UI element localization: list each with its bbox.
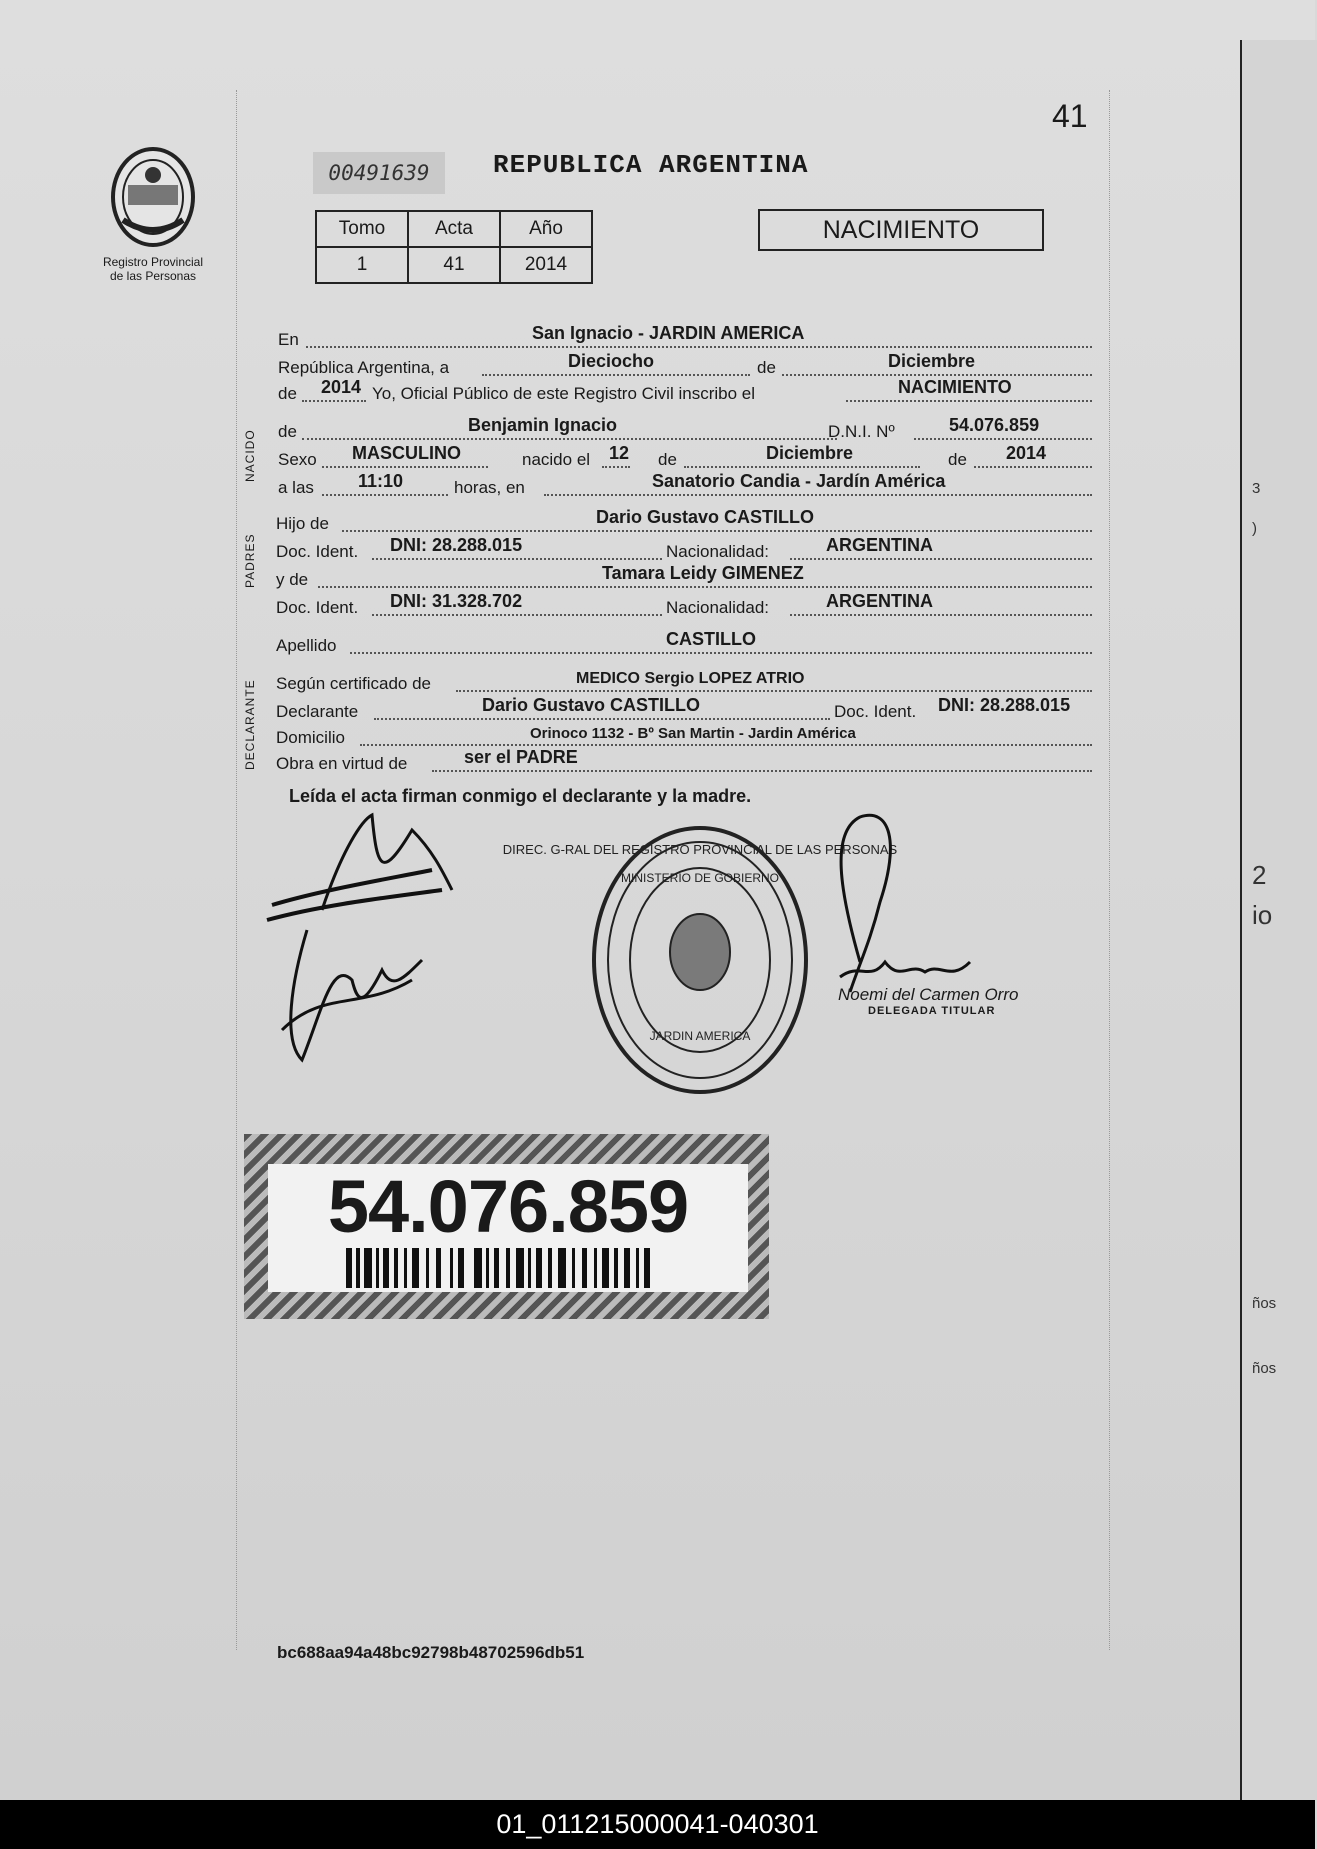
value-acta: 41	[408, 247, 500, 283]
value-acting-as: ser el PADRE	[464, 747, 578, 767]
scan-footer-id: 01_011215000041-040301	[0, 1800, 1315, 1849]
value-father-nationality: ARGENTINA	[826, 535, 933, 555]
official-seal	[502, 820, 898, 1100]
value-surname: CASTILLO	[666, 629, 756, 649]
seal-inner-text: MINISTERIO DE GOBIERNO	[620, 871, 780, 885]
value-certificate: MEDICO Sergio LOPEZ ATRIO	[576, 670, 805, 687]
value-tomo: 1	[316, 247, 408, 283]
label-en: En	[278, 330, 299, 349]
registrar-name: Noemi del Carmen Orro	[838, 985, 1019, 1004]
issuer-caption-line1: Registro Provincial	[102, 255, 204, 269]
label-and-of: y de	[276, 570, 309, 589]
value-father-doc: DNI: 28.288.015	[390, 535, 523, 555]
record-type: NACIMIENTO	[758, 209, 1044, 251]
adjacent-page-edge: 3 ) 2 io ños ños	[1240, 40, 1317, 1800]
country-title: REPUBLICA ARGENTINA	[493, 150, 809, 180]
row-mother	[276, 563, 1092, 590]
label-certificate: Según certificado de	[276, 674, 431, 693]
barcode-inner	[268, 1164, 748, 1292]
row-certificate	[276, 670, 1092, 694]
value-act-kind: NACIMIENTO	[898, 377, 1012, 397]
reading-statement: Leída el acta firman conmigo el declarante y la madre.	[289, 786, 752, 806]
label-time: a las	[278, 478, 314, 497]
value-month: Diciembre	[888, 351, 976, 371]
value-anio: 2014	[500, 247, 592, 283]
row-place	[276, 323, 1092, 350]
barcode-label	[244, 1134, 769, 1319]
value-father-name: Dario Gustavo CASTILLO	[596, 507, 815, 527]
label-declarant: Declarante	[276, 702, 359, 721]
registrar-role: DELEGADA TITULAR	[868, 1005, 996, 1017]
label-surname: Apellido	[276, 636, 337, 655]
label-address: Domicilio	[276, 728, 345, 747]
section-label-declarant: DECLARANTE	[243, 679, 257, 770]
value-place: San Ignacio - JARDIN AMERICA	[532, 323, 805, 343]
row-declarant	[276, 695, 1092, 722]
row-surname	[276, 629, 1092, 656]
label-mother-nationality: Nacionalidad:	[666, 598, 770, 617]
label-de-2: de	[278, 384, 297, 403]
label-de-1: de	[757, 358, 776, 377]
row-child-name	[276, 415, 1092, 442]
value-birth-month: Diciembre	[766, 443, 854, 463]
coat-of-arms-icon	[108, 145, 198, 255]
page-number: 41	[1052, 98, 1088, 134]
value-dni: 54.076.859	[949, 415, 1040, 435]
seal-city: JARDIN AMERICA	[649, 1029, 751, 1043]
register-table	[315, 210, 593, 284]
label-father-nationality: Nacionalidad:	[666, 542, 770, 561]
value-birth-time: 11:10	[358, 471, 404, 491]
label-republic: República Argentina, a	[278, 358, 450, 377]
value-child-name: Benjamin Ignacio	[468, 415, 618, 435]
row-acting	[276, 747, 1092, 774]
row-address	[276, 724, 1092, 748]
value-address: Orinoco 1132 - Bº San Martin - Jardin América	[530, 725, 856, 742]
label-officer: Yo, Oficial Público de este Registro Civil inscribo el	[372, 384, 755, 403]
serial-number: 00491639	[313, 152, 445, 194]
value-mother-nationality: ARGENTINA	[826, 591, 933, 611]
value-sex: MASCULINO	[352, 443, 461, 463]
section-label-parents: PADRES	[243, 533, 257, 588]
label-de-5: de	[948, 450, 967, 469]
row-date	[276, 351, 1092, 378]
barcode-number: 54.076.859	[327, 1165, 689, 1248]
province-coat-of-arms	[92, 145, 214, 295]
value-mother-name: Tamara Leidy GIMENEZ	[602, 563, 804, 583]
label-father-doc: Doc. Ident.	[276, 542, 359, 561]
header-tomo: Tomo	[316, 211, 408, 247]
value-birth-day: 12	[609, 443, 630, 463]
label-born: nacido el	[522, 450, 591, 469]
document-hash: bc688aa94a48bc92798b48702596db51	[277, 1643, 585, 1662]
section-label-born: NACIDO	[243, 429, 257, 482]
row-sex	[276, 443, 1092, 470]
value-year: 2014	[321, 377, 362, 397]
header-anio: Año	[500, 211, 592, 247]
value-declarant-name: Dario Gustavo CASTILLO	[482, 695, 701, 715]
label-sex: Sexo	[278, 450, 317, 469]
row-mother-doc	[276, 591, 1092, 618]
value-declarant-doc: DNI: 28.288.015	[938, 695, 1071, 715]
label-acting: Obra en virtud de	[276, 754, 408, 773]
row-father-doc	[276, 535, 1092, 562]
label-de-4: de	[658, 450, 677, 469]
declarant-signature	[262, 810, 472, 1080]
header-acta: Acta	[408, 211, 500, 247]
seal-outer-text: DIREC. G-RAL DEL REGISTRO PROVINCIAL DE LAS PERSONAS	[502, 842, 898, 857]
row-officer	[276, 377, 1092, 404]
label-declarant-doc: Doc. Ident.	[834, 702, 917, 721]
value-mother-doc: DNI: 31.328.702	[390, 591, 523, 611]
value-day: Dieciocho	[568, 351, 655, 371]
label-de-3: de	[278, 422, 297, 441]
label-hours: horas, en	[454, 478, 525, 497]
label-mother-doc: Doc. Ident.	[276, 598, 359, 617]
row-father	[276, 507, 1092, 534]
barcode-icon	[346, 1248, 666, 1288]
row-time	[276, 471, 1092, 498]
value-birth-year: 2014	[1006, 443, 1047, 463]
issuer-caption-line2: de las Personas	[109, 269, 197, 283]
value-birth-place: Sanatorio Candia - Jardín América	[652, 471, 946, 491]
label-dni: D.N.I. Nº	[828, 422, 895, 441]
label-son-of: Hijo de	[276, 514, 329, 533]
